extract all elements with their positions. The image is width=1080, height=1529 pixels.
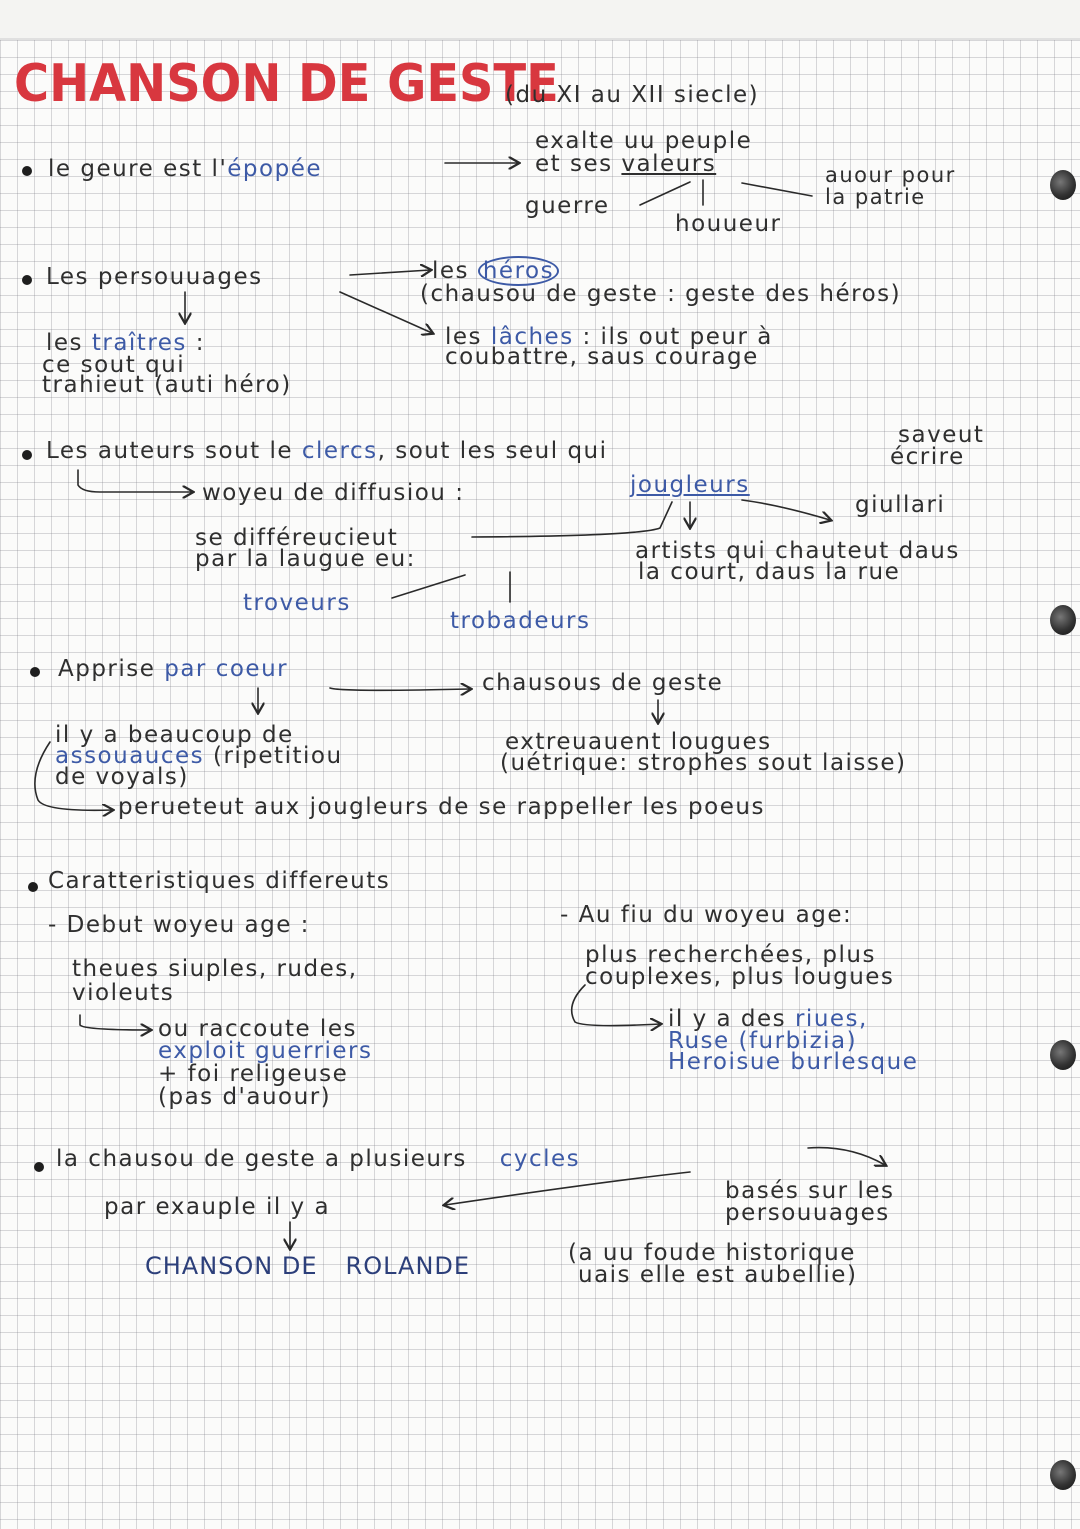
bullet	[30, 667, 40, 677]
value-amour: auour pour	[825, 163, 956, 187]
bullet	[34, 1162, 44, 1172]
extreme-line1: extreuauent lougues	[505, 729, 772, 755]
page-title: CHANSON DE GESTE	[14, 54, 559, 114]
value-honneur: houueur	[675, 211, 782, 237]
raconte-line1: ou raccoute les	[158, 1016, 357, 1042]
bullet	[28, 882, 38, 892]
binder-ring	[1050, 170, 1076, 200]
binder-ring	[1050, 1460, 1076, 1490]
fin-label: - Au fiu du woyeu age:	[560, 902, 853, 928]
artists-line1: artists qui chauteut daus	[635, 538, 960, 564]
genre-label: le geure est l'épopée	[48, 156, 323, 182]
personnages-label: Les persouuages	[46, 264, 263, 290]
fin-line1: plus recherchées, plus	[585, 942, 876, 968]
ily-line3: de voyals)	[55, 764, 189, 790]
chansons-label: chausous de geste	[482, 670, 724, 696]
fonds-line1: (a uu foude historique	[568, 1240, 856, 1266]
traitres-line2: ce sout qui	[42, 352, 186, 378]
bullet	[22, 275, 32, 285]
troveurs-label: troveurs	[243, 590, 351, 616]
bases-line1: basés sur les	[725, 1178, 895, 1204]
permettent-line: perueteut aux jougleurs de se rappeller les poeus	[118, 794, 765, 820]
heros-label: les héros	[432, 260, 559, 283]
fin-line2: couplexes, plus lougues	[585, 964, 895, 990]
bullet	[22, 450, 32, 460]
laches-label: les lâches : ils out peur à	[445, 324, 773, 350]
apprise-label: Apprise par coeur	[58, 656, 289, 682]
binder-ring	[1050, 1040, 1076, 1070]
debut-line2: violeuts	[72, 980, 175, 1006]
raconte-line4: (pas d'auour)	[158, 1084, 332, 1110]
trobadeurs-label: trobadeurs	[450, 608, 591, 634]
caracteristiques-label: Caratteristiques differeuts	[48, 868, 391, 894]
auteurs-label: Les auteurs sout le clercs, sout les seul qui	[46, 438, 608, 464]
debut-label: - Debut woyeu age :	[48, 912, 310, 938]
chanson-roland: CHANSON DE ROLANDE	[145, 1252, 471, 1280]
auteurs-saveut: saveut	[898, 422, 985, 448]
heros-note: (chausou de geste : geste des héros)	[420, 281, 902, 307]
extreme-line2: (uétrique: strophes sout laisse)	[500, 750, 907, 776]
giullari-label: giullari	[855, 492, 946, 518]
genre-desc-1: exalte uu peuple	[535, 128, 753, 154]
artists-line2: la court, daus la rue	[638, 559, 901, 585]
heroisme-line: Heroisue burlesque	[668, 1049, 919, 1075]
binder-ring	[1050, 605, 1076, 635]
auteurs-ecrire: écrire	[890, 444, 965, 470]
traitres-line3: trahieut (auti héro)	[42, 372, 292, 398]
ruse-line: Ruse (furbizia)	[668, 1028, 858, 1054]
title-period: (du XI au XII siecle)	[505, 82, 760, 108]
raconte-line3: + foi religeuse	[158, 1061, 349, 1087]
ily-line2: assouauces (ripetitiou	[55, 743, 343, 769]
bullet	[22, 166, 32, 176]
raconte-line2: exploit guerriers	[158, 1038, 373, 1064]
jougleurs-label: jougleurs	[630, 472, 750, 498]
cycles-label: la chausou de geste a plusieurs cycles	[56, 1146, 581, 1172]
value-patrie: la patrie	[825, 185, 926, 209]
diffusion-label: woyeu de diffusiou :	[202, 480, 465, 506]
traitres-label: les traîtres :	[46, 330, 205, 356]
laches-line2: coubattre, saus courage	[445, 344, 759, 370]
exemple-line: par exauple il y a	[104, 1194, 331, 1220]
bases-line2: persouuages	[725, 1200, 890, 1226]
fonds-line2: uais elle est aubellie)	[578, 1262, 858, 1288]
rimes-line: il y a des riues,	[668, 1006, 868, 1032]
ily-line1: il y a beaucoup de	[55, 722, 294, 748]
differ-line1: se différeucieut	[195, 525, 399, 551]
genre-value: épopée	[227, 156, 323, 182]
genre-desc-2: et ses valeurs	[535, 151, 717, 177]
debut-line1: theues siuples, rudes,	[72, 956, 358, 982]
differ-line2: par la laugue eu:	[195, 546, 416, 572]
value-guerre: guerre	[525, 193, 610, 219]
